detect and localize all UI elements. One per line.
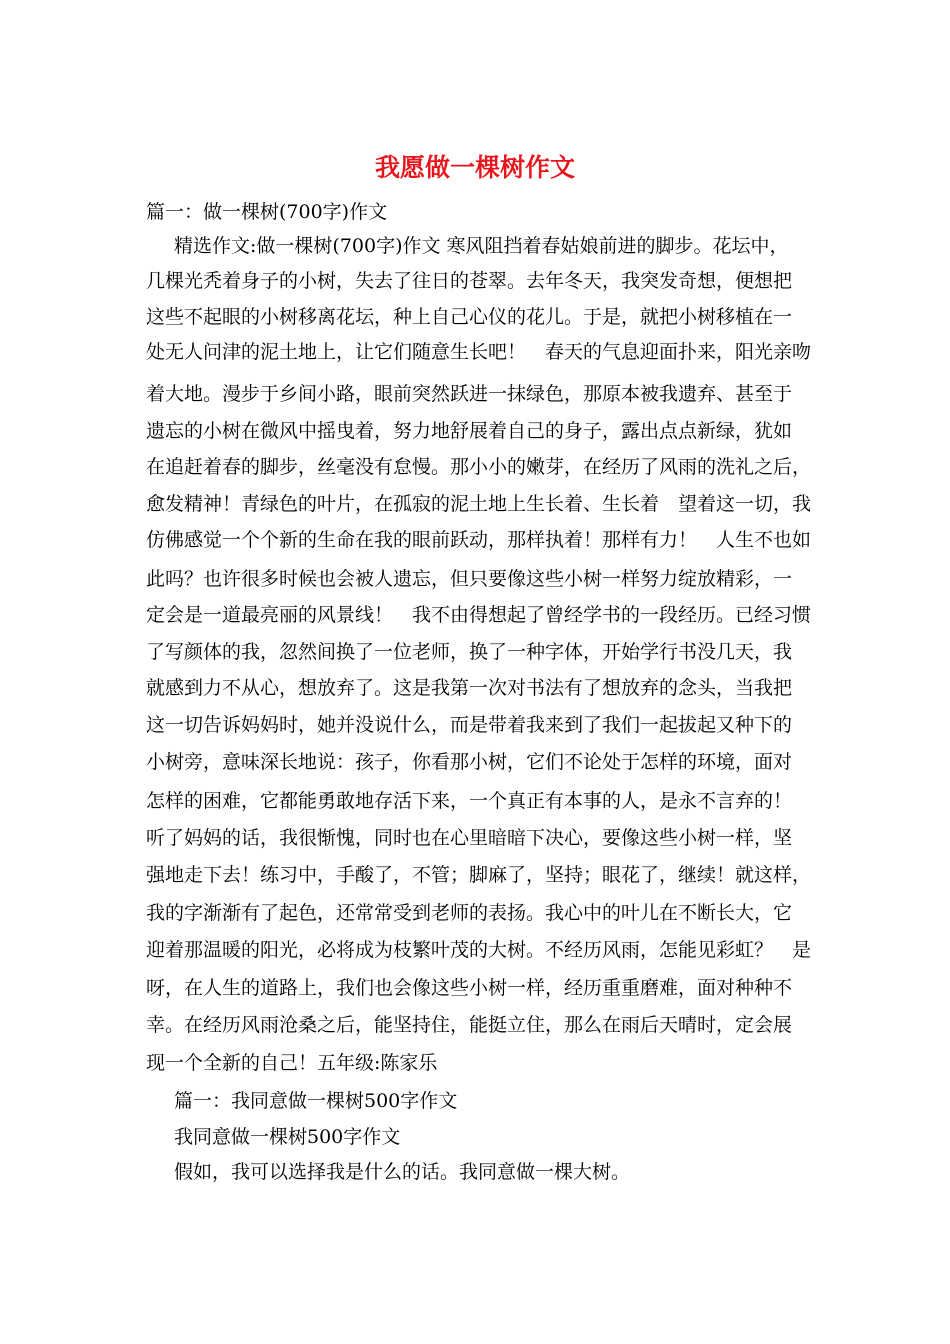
text-line: 精选作文:做一棵树(700字)作文 寒风阻挡着春姑娘前进的脚步。花坛中， (174, 235, 789, 257)
text-line: 这一切告诉妈妈时，她并没说什么，而是带着我来到了我们一起拔起又种下的 (146, 714, 793, 736)
section-heading: 篇一：我同意做一棵树500字作文 (174, 1090, 458, 1112)
text-line: 迎着那温暖的阳光，必将成为枝繁叶茂的大树。不经历风雨，怎能见彩虹？ 是 (146, 939, 811, 961)
text-line: 处无人问津的泥土地上，让它们随意生长吧！ 春天的气息迎面扑来，阳光亲吻 (146, 341, 811, 363)
text-line: 了写颜体的我，忽然间换了一位老师，换了一种字体，开始学行书没几天，我 (146, 641, 793, 663)
text-line: 就感到力不从心，想放弃了。这是我第一次对书法有了想放弃的念头，当我把 (146, 677, 793, 699)
text-line: 在追赶着春的脚步，丝毫没有怠慢。那小小的嫩芽，在经历了风雨的洗礼之后， (146, 456, 811, 478)
document-title: 我愿做一棵树作文 (374, 153, 575, 182)
text-line: 呀，在人生的道路上，我们也会像这些小树一样，经历重重磨难，面对种种不 (146, 977, 793, 999)
text-line: 幸。在经历风雨沧桑之后，能坚持住，能挺立住，那么在雨后天晴时，定会展 (146, 1014, 793, 1036)
text-line: 强地走下去！练习中，手酸了，不管；脚麻了，坚持；眼花了，继续！就这样， (146, 864, 811, 886)
text-line: 此吗？也许很多时候也会被人遗忘，但只要像这些小树一样努力绽放精彩，一 (146, 568, 793, 590)
text-line: 假如，我可以选择我是什么的话。我同意做一棵大树。 (174, 1161, 631, 1183)
text-line: 听了妈妈的话，我很惭愧，同时也在心里暗暗下决心，要像这些小树一样，坚 (146, 827, 793, 849)
text-line: 这些不起眼的小树移离花坛，种上自己心仪的花儿。于是，就把小树移植在一 (146, 306, 793, 328)
text-line: 我的字渐渐有了起色，还常常受到老师的表扬。我心中的叶儿在不断长大，它 (146, 902, 793, 924)
text-line: 几棵光秃着身子的小树，失去了往日的苍翠。去年冬天，我突发奇想，便想把 (146, 270, 793, 292)
text-line: 愈发精神！青绿色的叶片，在孤寂的泥土地上生长着、生长着 望着这一切，我 (146, 493, 811, 515)
text-line: 仿佛感觉一个个新的生命在我的眼前跃动，那样执着！那样有力！ 人生不也如 (146, 529, 811, 551)
text-line: 着大地。漫步于乡间小路，眼前突然跃进一抹绿色，那原本被我遗弃、甚至于 (146, 383, 793, 405)
text-line: 定会是一道最亮丽的风景线！ 我不由得想起了曾经学书的一段经历。已经习惯 (146, 604, 811, 626)
text-line: 我同意做一棵树500字作文 (174, 1126, 401, 1148)
text-line: 小树旁，意味深长地说：孩子，你看那小树，它们不论处于怎样的环境，面对 (146, 751, 793, 773)
text-line: 遗忘的小树在微风中摇曳着，努力地舒展着自己的身子，露出点点新绿，犹如 (146, 420, 793, 442)
text-line: 怎样的困难，它都能勇敢地存活下来，一个真正有本事的人，是永不言弃的！ (146, 790, 793, 812)
text-line: 现一个全新的自己！五年级:陈家乐 (146, 1052, 438, 1074)
text-line: 篇一：做一棵树(700字)作文 (146, 201, 388, 223)
